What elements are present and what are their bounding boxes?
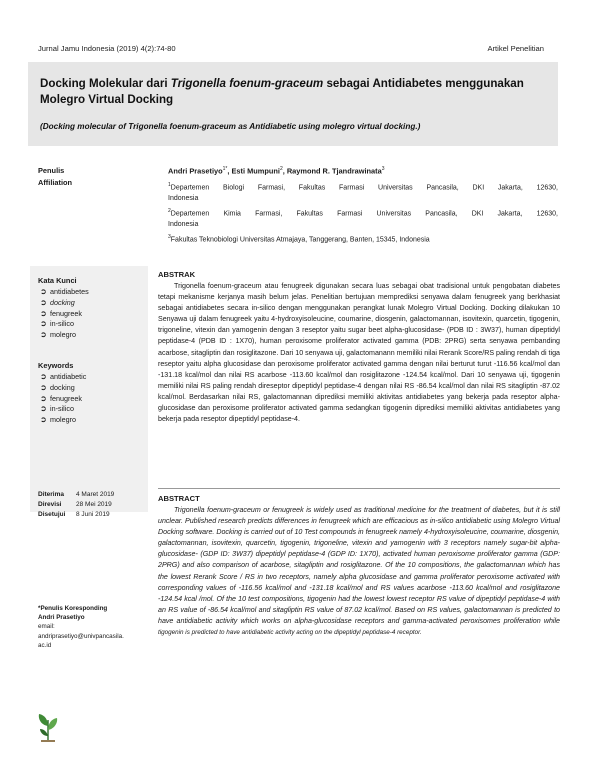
author-2: Esti Mumpuni [231, 166, 280, 176]
date-accepted: Disetujui 8 Juni 2019 [38, 511, 110, 518]
arrow-icon: ➲ [40, 393, 47, 403]
keywords-list [40, 372, 86, 426]
article-dates [38, 490, 114, 520]
date-received: Diterima 4 Maret 2019 [38, 491, 115, 498]
arrow-icon: ➲ [40, 404, 47, 414]
abstract-heading: ABSTRACT [158, 494, 200, 503]
author-3: Raymond R. Tjandrawinata [286, 166, 382, 176]
arrow-icon: ➲ [40, 308, 47, 318]
arrow-icon: ➲ [40, 297, 47, 307]
list-item: ➲ fenugreek [40, 308, 82, 318]
arrow-icon: ➲ [40, 415, 47, 425]
corresponding-author: *Penulis Koresponding Andri Prasetiyo email: andriprasetiyo@univpancasila. ac.id [38, 604, 148, 650]
keywords-title: Keywords [38, 361, 74, 370]
affiliation-3: $^3$Fakultas Teknobiologi Universitas Atmajaya, Tanggerang, Banten, 15345, Indonesia [168, 234, 430, 244]
email-link-cont[interactable]: ac.id [38, 641, 52, 649]
kata-kunci-list [40, 287, 89, 341]
arrow-icon: ➲ [40, 319, 47, 329]
journal-citation: Jurnal Jamu Indonesia (2019) 4(2):74-80 [38, 44, 176, 53]
abstrak-text: Trigonella foenum-graceum atau fenugreek digunakan secara luas sebagai obat tradisional untuk pengobatan diabetes tetapi mekanisme kerjanya masih belum jelas. Penelitian bertujuan memprediksi senyawa dalam fenugreek yang berkhasiat sebagai antidiabetes secara in-silico dengan menggunakan perangkat lunak Molegro Virtual Docking. Docking dilakukan 10 Senyawa uji dalam fenugreek yaitu 4-hydroxyisoleucine, coumarine, diosgenin, galactomannan, isovitexin, quarcetin, tigogenin, trigoneline, vitexin dan yamogenin dengan 3 reseptor yaitu sugar beet alpha-glucosidase- (PDB ID : 3W37), human dipeptidyl peptidase-4 (PDB ID : 1X70), human peroxisome proliferator activated gamma (PDB: 2PRG) serta senyawa pembanding acarbose, sitagliptin dan rosiglitazone. Dari 10 senyawa uji, galactomanann memiliki nilai Rerank Score/RS paling rendah di tiga reseptor yaitu alpha glucosidase dan peroxisome proliferator activated gamma dengan nilai berturut turut -116.56 kcal/mol dan -131.18 kcal/mol dan nilai RS acarbose -113.60 kcal/mol dan rosiglitazone -124.54 kcal/mol. Dari 10 senyawa uji, tigogenin memiliki nilai RS paling rendah direseptor dipeptidyl peptidase-4 dengan nilai RS -86.54 kcal/mol dan nilai RS sitagliptin -87.02 kcal/mol. Berdasarkan nilai RS, galactomannan diprediksi memiliki aktivitas antidiabetes yang bekerja pada reseptor alpha-glucosidase dan peroxisome proliferator activated gamma sedangkan tigogenin diprediksi memiliki aktivitas antidiabetes yang bekerja pada reseptor dipeptidyl peptidase-4. [158, 282, 560, 424]
list-item: ➲ fenugreek [40, 393, 82, 403]
list-item: ➲ molegro [40, 330, 76, 340]
affiliation-2: $^2$Departemen Kimia Farmasi, Fakultas Farmasi Universitas Pancasila, DKI Jakarta, 12630, Indonesia [168, 208, 558, 228]
arrow-icon: ➲ [40, 382, 47, 392]
author-1: Andri Prasetiyo [168, 166, 223, 176]
abstrak-heading: ABSTRAK [158, 270, 196, 279]
list-item: ➲ in-silico [40, 319, 74, 329]
list-item: ➲ molegro [40, 415, 76, 425]
title-species: Trigonella foenum-graceum [170, 77, 324, 90]
list-item: ➲ in-silico [40, 404, 74, 414]
arrow-icon: ➲ [40, 287, 47, 296]
author-list: Andri Prasetiyo$^{1*}$, Esti Mumpuni$^2$, Raymond R. Tjandrawinata$^3$ [168, 166, 385, 176]
list-item: ➲ docking [40, 382, 75, 392]
journal-leaf-logo [36, 712, 60, 742]
list-item: ➲ antidiabetic [40, 372, 87, 381]
arrow-icon: ➲ [40, 330, 47, 340]
list-item: ➲ docking [40, 297, 75, 307]
penulis-label: Penulis [38, 166, 65, 175]
article-title: Docking Molekular dari Trigonella foenum-graceum sebagai Antidiabetes menggunakan Molegro Virtual Docking [40, 77, 524, 106]
section-divider [158, 488, 560, 489]
date-revised: Direvisi 28 Mei 2019 [38, 501, 112, 508]
article-title-english: (Docking molecular of Trigonella foenum-graceum as Antidiabetic using molegro virtual docking.) [40, 122, 421, 131]
affiliation-label: Affiliation [38, 178, 73, 187]
list-item: ➲ antidiabetes [40, 287, 89, 296]
email-link[interactable]: andriprasetiyo@univpancasila. [38, 632, 124, 640]
kata-kunci-title: Kata Kunci [38, 276, 77, 285]
article-section: Artikel Penelitian [487, 44, 544, 53]
affiliation-1: $^1$Departemen Biologi Farmasi, Fakultas Farmasi Universitas Pancasila, DKI Jakarta, 12630, Indonesia [168, 182, 558, 202]
abstract-text: Trigonella foenum-graceum or fenugreek is widely used as traditional medicine for the treatment of diabetes, but it is still unclear. Published research predicts differences in fenugreek which are efficacious as in-silico antidiabetic using Molegro Virtual Docking software. Docking is carried out of 10 Test compounds in fenugreek namely 4-hydroxyisoleucine, coumarine, diosgenin, galactomannan, isovitexin, quarcetin, tigogenin, trigoneline, vitexin and yamogenin with 3 receptors namely sugar-bit alpha-glucosidase- (GDP ID: 3W37) dipeptidyl peptidase-4 (GDP ID: 1X70), activated human peroxisome proliferator gamma (GDP: 2PRG) and also comparison of acarbose, sitagliptin and rosiglitazone. Of the 10 compositions, the galactomannan which has the lowest Rerank Score / RS in two receptors, namely alpha glucosidase and gamma proliferator peroxisome activated with corresponding values of -116.56 kcal/mol and -131.18 kcal/mol and RS values acarbose -113.60 kcal/mol and rosiglitazone -124.54 kcal /mol. Of the 10 test compositions, tigogenin had the lowest lowest receptor RS value of dipeptidyl peptidase-4 with an RS value of -86.54 kcal/mol and sitagliptin RS value of 87.02 kcal/mol. Based on RS values, galactomannan is predicted to have antidiabetic activity which works on alpha-glucosidase receptors and gamma-activated peroxisomes proliferation while tigogenin is predicted to have antidiabetic activity acting on the dipeptidyl peptidase-4 receptor. [158, 506, 560, 637]
arrow-icon: ➲ [40, 372, 47, 381]
